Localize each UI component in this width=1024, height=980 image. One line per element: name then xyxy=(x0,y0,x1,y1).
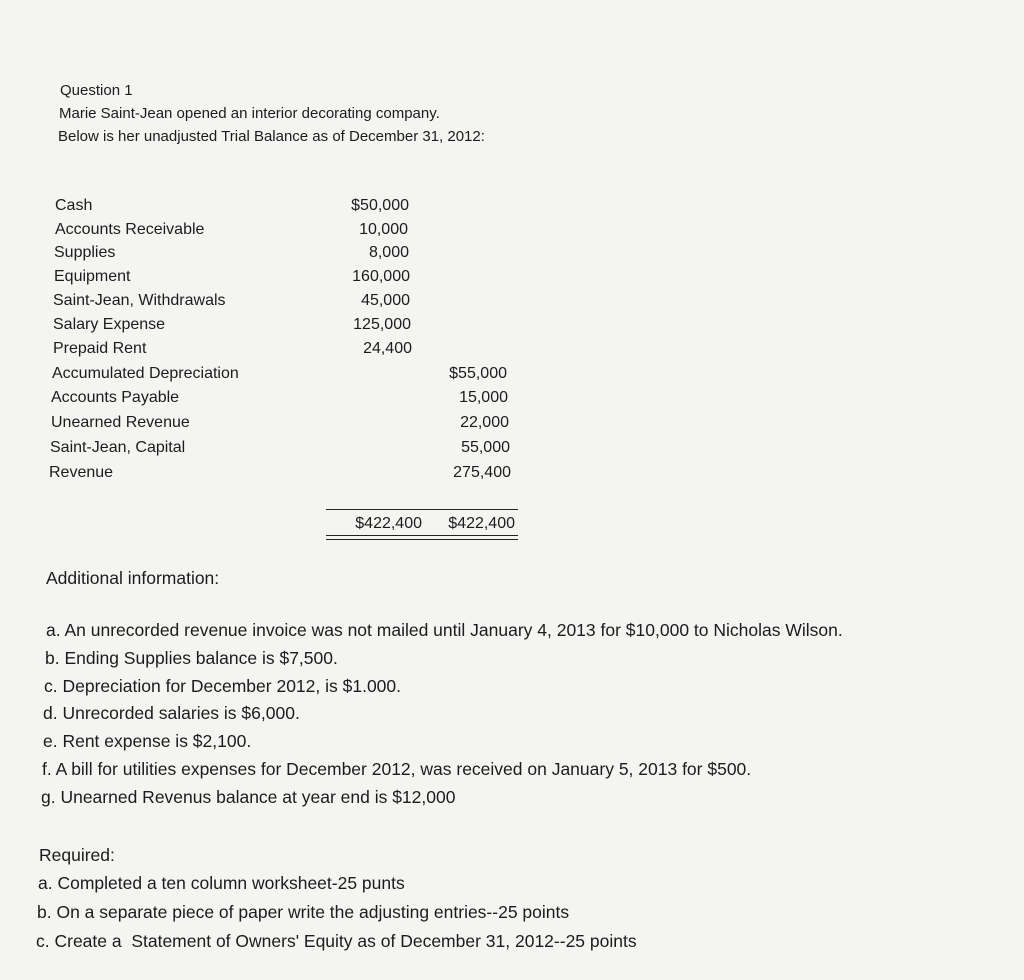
list-item: e. Rent expense is $2,100. xyxy=(43,731,252,751)
total-double-rule-1 xyxy=(326,535,518,536)
total-top-rule xyxy=(326,509,518,510)
account-name: Supplies xyxy=(54,244,116,261)
list-item: f. A bill for utilities expenses for December 2012, was received on January 5, 2013 for $500. xyxy=(42,759,752,779)
list-item: c. Create a Statement of Owners' Equity as of December 31, 2012--25 points xyxy=(36,931,637,951)
account-name: Unearned Revenue xyxy=(51,414,190,431)
list-item: a. An unrecorded revenue invoice was not mailed until January 4, 2013 for $10,000 to Nicholas Wilson. xyxy=(46,620,843,640)
account-name: Accounts Payable xyxy=(51,389,180,406)
credit-amount: $55,000 xyxy=(449,365,507,382)
account-name: Cash xyxy=(55,197,93,214)
intro-line-1: Marie Saint-Jean opened an interior decorating company. xyxy=(59,105,440,122)
debit-amount: 125,000 xyxy=(353,316,411,333)
list-item: b. On a separate piece of paper write the adjusting entries--25 points xyxy=(37,902,570,922)
account-name: Saint-Jean, Withdrawals xyxy=(53,292,226,309)
total-double-rule-2 xyxy=(326,539,518,540)
total-credit: $422,400 xyxy=(448,515,515,532)
debit-amount: 160,000 xyxy=(352,268,410,285)
additional-info-heading: Additional information: xyxy=(46,568,220,588)
account-name: Equipment xyxy=(54,268,131,285)
account-name: Saint-Jean, Capital xyxy=(50,439,186,456)
credit-amount: 22,000 xyxy=(460,414,509,431)
debit-amount: 10,000 xyxy=(359,221,408,238)
credit-amount: 275,400 xyxy=(453,464,511,481)
list-item: c. Depreciation for December 2012, is $1.000. xyxy=(44,676,401,696)
debit-amount: 24,400 xyxy=(363,340,412,357)
debit-amount: $50,000 xyxy=(351,197,409,214)
account-name: Accounts Receivable xyxy=(55,221,205,238)
list-item: d. Unrecorded salaries is $6,000. xyxy=(43,703,300,723)
required-heading: Required: xyxy=(39,845,115,865)
list-item: g. Unearned Revenus balance at year end is $12,000 xyxy=(41,787,456,807)
account-name: Prepaid Rent xyxy=(53,340,147,357)
credit-amount: 15,000 xyxy=(459,389,508,406)
intro-line-2: Below is her unadjusted Trial Balance as of December 31, 2012: xyxy=(58,128,485,145)
account-name: Salary Expense xyxy=(53,316,166,333)
debit-amount: 45,000 xyxy=(361,292,410,309)
total-debit: $422,400 xyxy=(355,515,422,532)
list-item: b. Ending Supplies balance is $7,500. xyxy=(45,648,338,668)
account-name: Accumulated Depreciation xyxy=(52,365,239,382)
list-item: a. Completed a ten column worksheet-25 punts xyxy=(38,873,405,893)
credit-amount: 55,000 xyxy=(461,439,510,456)
question-title: Question 1 xyxy=(60,82,133,99)
debit-amount: 8,000 xyxy=(368,244,409,261)
account-name: Revenue xyxy=(49,464,114,481)
